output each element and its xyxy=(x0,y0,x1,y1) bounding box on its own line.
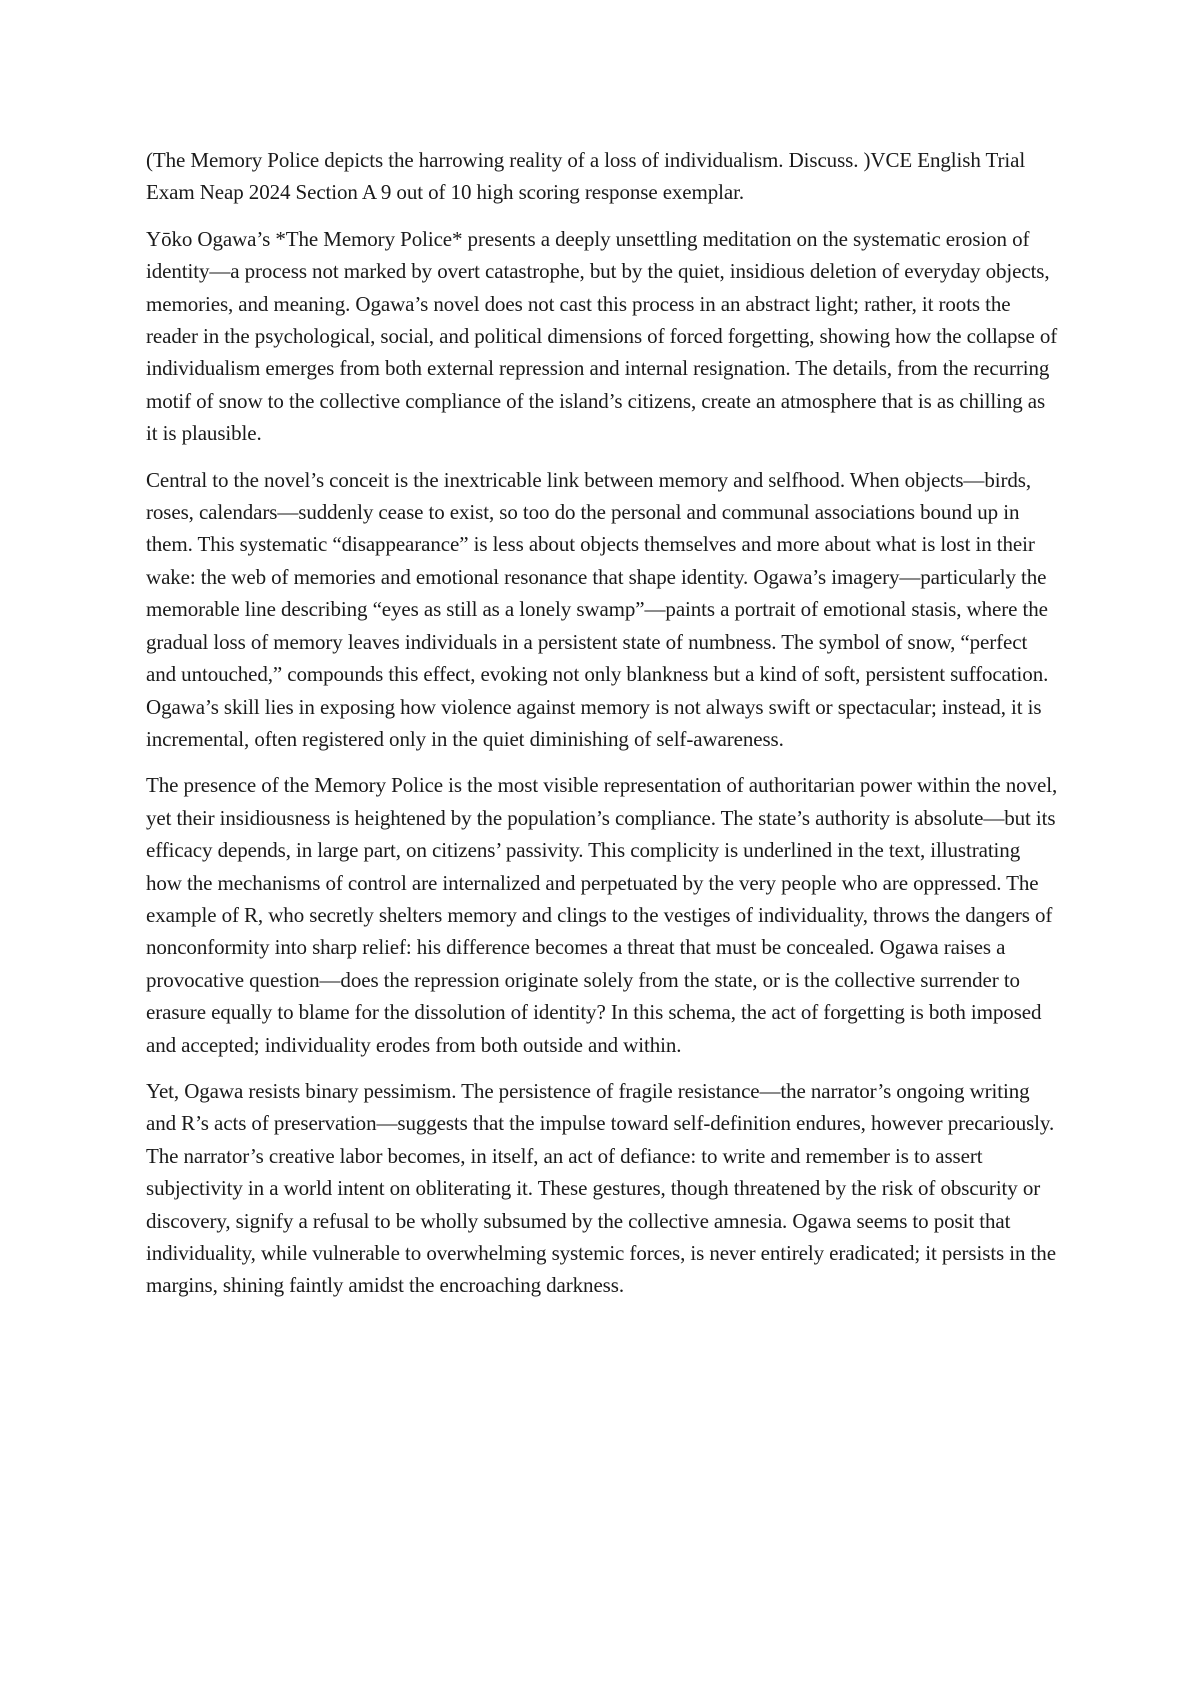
essay-prompt-heading: (The Memory Police depicts the harrowing reality of a loss of individualism. Discuss. )VCE English Trial Exam Neap 2024 Section A 9 out of 10 high scoring response exemplar. xyxy=(146,148,1026,205)
paragraph-memory-selfhood: Central to the novel’s conceit is the inextricable link between memory and selfhood. When objects—birds, roses, calendars—suddenly cease to exist, so too do the personal and communal associations bound up in them. This systematic “disappearance” is less about objects themselves and more about what is lost in their wake: the web of memories and emotional resonance that shape identity. Ogawa’s imagery—particularly the memorable line describing “eyes as still as a lonely swamp”—paints a portrait of emotional stasis, where the gradual loss of memory leaves individuals in a persistent state of numbness. The symbol of snow, “perfect and untouched,” compounds this effect, evoking not only blankness but a kind of soft, persistent suffocation. Ogawa’s skill lies in exposing how violence against memory is not always swift or spectacular; instead, it is incremental, often registered only in the quiet diminishing of self-awareness. xyxy=(146,467,1049,751)
paragraph-resistance-conclusion: Yet, Ogawa resists binary pessimism. The persistence of fragile resistance—the narrator’s ongoing writing and R’s acts of preservation—suggests that the impulse toward self-definition endures, however precariously. The narrator’s creative labor becomes, in itself, an act of defiance: to write and remember is to assert subjectivity in a world intent on obliterating it. These gestures, though threatened by the risk of obscurity or discovery, signify a refusal to be wholly subsumed by the collective amnesia. Ogawa seems to posit that individuality, while vulnerable to overwhelming systemic forces, is never entirely eradicated; it persists in the margins, shining faintly amidst the encroaching darkness. xyxy=(146,1078,1056,1298)
paragraph-memory-police-power: The presence of the Memory Police is the most visible representation of authoritarian power within the novel, yet their insidiousness is heightened by the population’s compliance. The state’s authority is absolute—but its efficacy depends, in large part, on citizens’ passivity. This complicity is underlined in the text, illustrating how the mechanisms of control are internalized and perpetuated by the very people who are oppressed. The example of R, who secretly shelters memory and clings to the vestiges of individuality, throws the dangers of nonconformity into sharp relief: his difference becomes a threat that must be concealed. Ogawa raises a provocative question—does the repression originate solely from the state, or is the collective surrender to erasure equally to blame for the dissolution of identity? In this schema, the act of forgetting is both imposed and accepted; individuality erodes from both outside and within. xyxy=(146,773,1058,1057)
paragraph-introduction: Yōko Ogawa’s *The Memory Police* presents a deeply unsettling meditation on the systematic erosion of identity—a process not marked by overt catastrophe, but by the quiet, insidious deletion of everyday objects, memories, and meaning. Ogawa’s novel does not cast this process in an abstract light; rather, it roots the reader in the psychological, social, and political dimensions of forced forgetting, showing how the collapse of individualism emerges from both external repression and internal resignation. The details, from the recurring motif of snow to the collective compliance of the island’s citizens, create an atmosphere that is as chilling as it is plausible. xyxy=(146,226,1058,446)
document-body xyxy=(146,144,1061,1316)
